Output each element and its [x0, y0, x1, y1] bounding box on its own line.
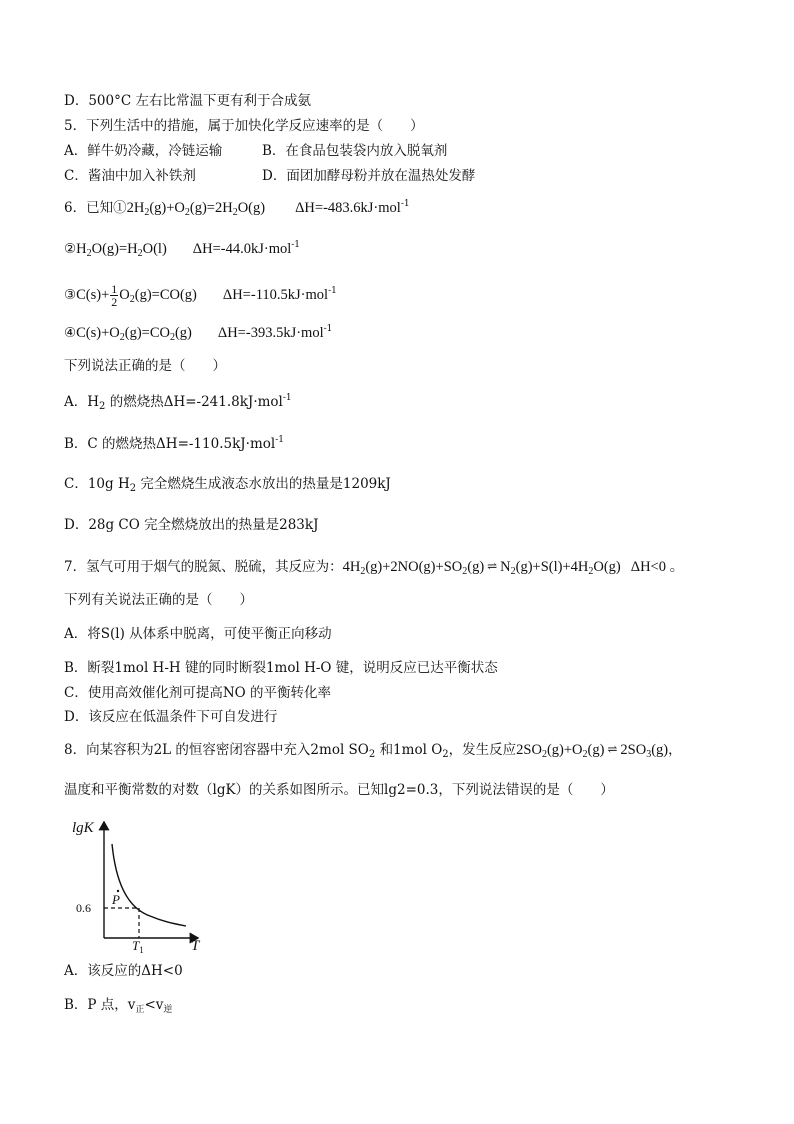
q8-option-a: A．该反应的ΔH<0 — [64, 963, 183, 979]
y-tick-label: 0.6 — [76, 901, 91, 915]
x-tick-label: $T_1$ — [132, 938, 144, 954]
q7-stem-2: 下列有关说法正确的是（ ） — [64, 592, 253, 608]
q4-option-d: D．500°C 左右比常温下更有利于合成氨 — [64, 93, 311, 109]
q6-option-b: B．C 的燃烧热ΔH=-110.5kJ·mol$^{-1}$ — [64, 435, 284, 452]
q7-option-c: C．使用高效催化剂可提高NO 的平衡转化率 — [64, 685, 332, 701]
q6-eq4: $④C(s)+O_2(g)=CO_2(g)$ ΔH=-393.5kJ·mol$^{-1}$ — [64, 324, 333, 343]
lgk-curve — [112, 844, 186, 926]
q5-option-a: A．鲜牛奶冷藏，冷链运输 — [64, 143, 223, 159]
q8-stem: 8．向某容积为2L 的恒容密闭容器中充入2mol $SO_2$ 和1mol $O_2$，发生反应$2SO_2(g)+O_2(g)$ ⇌ $2SO_3(g)$， — [64, 742, 682, 760]
point-p-label: P — [112, 892, 120, 907]
q5-option-d: D．面团加酵母粉并放在温热处发酵 — [262, 168, 476, 184]
q7-option-d: D．该反应在低温条件下可自发进行 — [64, 709, 278, 725]
q6-eq3: ③C(s)+ $\frac{1}{2}$ $O_2(g)=CO(g)$ ΔH=-110.5kJ·mol$^{-1}$ — [64, 282, 337, 309]
lgk-vs-t-chart — [68, 812, 218, 954]
y-axis-label: lgK — [72, 820, 94, 836]
q5-option-b: B．在食品包装袋内放入脱氧剂 — [262, 143, 448, 159]
q6-option-c: C．10g $H_2$ 完全燃烧生成液态水放出的热量是1209kJ — [64, 476, 391, 494]
q6-stem: 下列说法正确的是（ ） — [64, 358, 226, 374]
q6-eq2: $②H_2O(g)=H_2O(l)$ ΔH=-44.0kJ·mol$^{-1}$ — [64, 240, 301, 259]
q8-option-b: B．P 点，$v_正<v_逆$ — [64, 997, 173, 1015]
q8-stem-2: 温度和平衡常数的对数（lgK）的关系如图所示。已知lg2=0.3，下列说法错误的是（ ） — [64, 782, 614, 798]
q7-stem: 7．氢气可用于烟气的脱氮、脱硫，其反应为：$4H_2(g)+2NO(g)+SO_2(g)$ ⇌ $N_2(g)+S(l)+4H_2O(g)$ ΔH<0 。 — [64, 559, 685, 577]
q6-option-a: A．$H_2$ 的燃烧热ΔH=-241.8kJ·mol$^{-1}$ — [64, 393, 292, 412]
q6-eq1: 6．已知$①2H_2(g)+O_2(g)=2H_2O(g)$ ΔH=-483.6kJ·mol$^{-1}$ — [64, 199, 410, 218]
x-axis-label: T — [191, 938, 200, 954]
q7-option-b: B．断裂1mol H-H 键的同时断裂1mol H-O 键，说明反应已达平衡状态 — [64, 660, 498, 676]
q7-option-a: A．将S(l) 从体系中脱离，可使平衡正向移动 — [64, 626, 332, 642]
q5-option-c: C．酱油中加入补铁剂 — [64, 168, 196, 184]
q5-stem: 5．下列生活中的措施，属于加快化学反应速率的是（ ） — [64, 118, 424, 134]
point-p-dot — [117, 890, 119, 892]
q6-option-d: D．28g CO 完全燃烧放出的热量是283kJ — [64, 517, 319, 533]
